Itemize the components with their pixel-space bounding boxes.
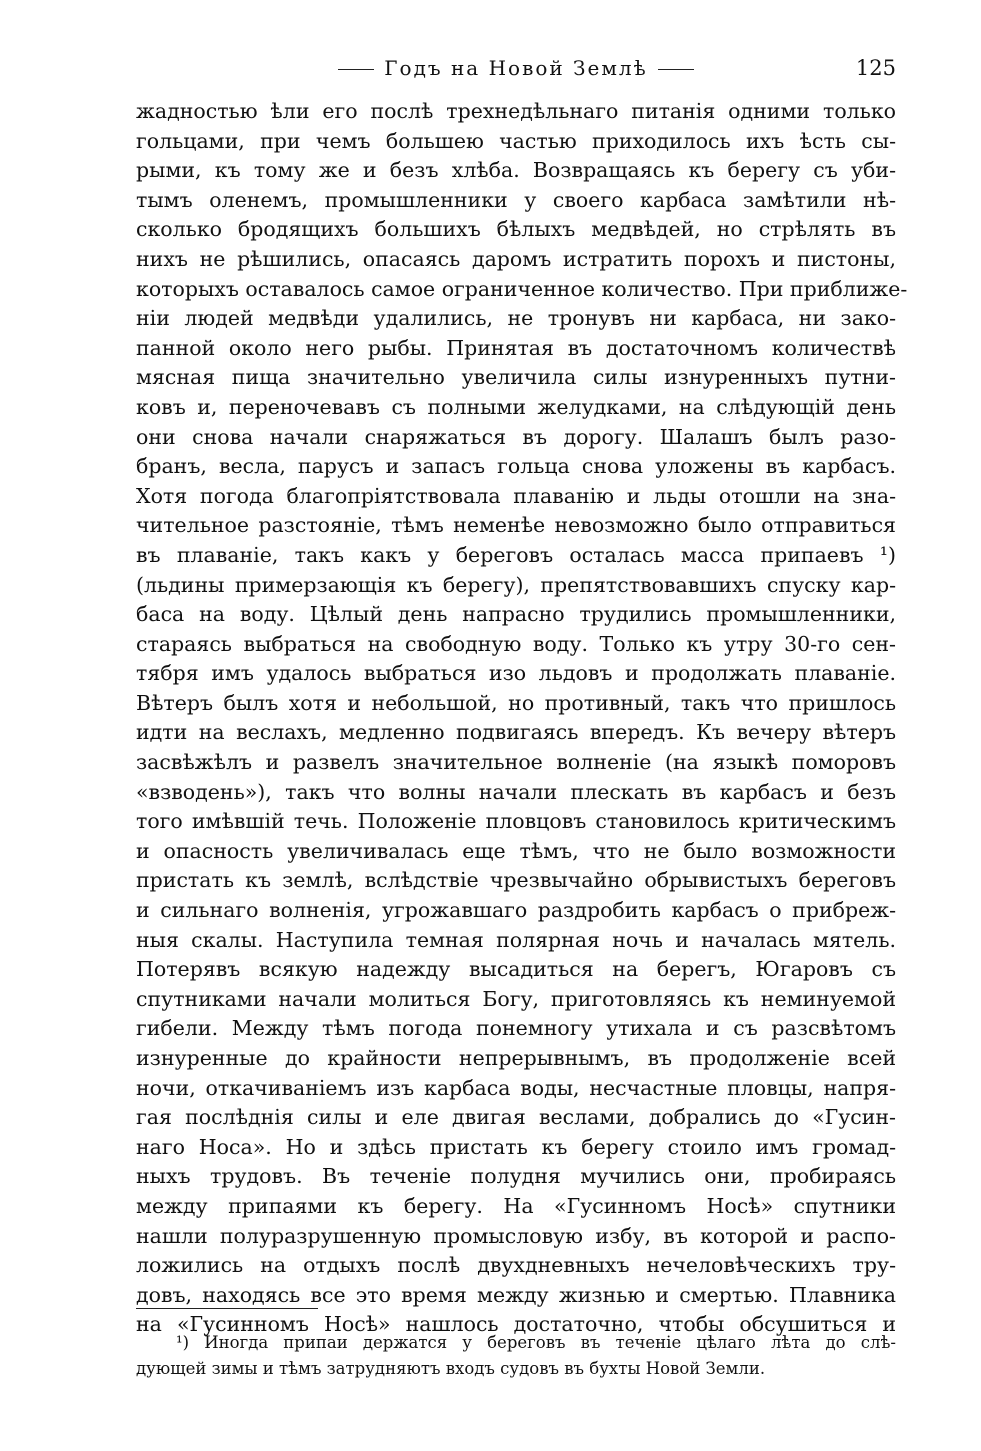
text-line: ныя скалы. Наступила темная полярная ночь и началась мятель. [136,927,896,952]
text-line: бранъ, весла, парусъ и запасъ гольца снова уложены въ карбасъ. [136,454,896,479]
text-line: пристать къ землѣ, вслѣдствіе чрезвычайно обрывистыхъ береговъ [136,868,896,893]
text-line: они снова начали снаряжаться въ дорогу. Шалашъ былъ разо- [136,424,896,449]
text-line: чительное разстояніе, тѣмъ неменѣе невозможно было отправиться [136,513,896,538]
text-line: жадностью ѣли его послѣ трехнедѣльнаго питанія одними только [136,99,896,123]
right-dash-ornament [658,69,694,70]
footnote-line: дующей зимы и тѣмъ затрудняютъ входъ судовъ въ бухты Новой Земли. [136,1359,766,1378]
text-line: того имѣвшій течь. Положеніе пловцовъ становилось критическимъ [136,809,896,834]
text-line: гая послѣднія силы и еле двигая веслами, добрались до «Гусин- [136,1105,896,1130]
text-line: которыхъ оставалось самое ограниченное количество. При приближе- [136,276,908,301]
text-line: (льдины примерзающія къ берегу), препятствовавшихъ спуску кар- [136,572,896,597]
footnote-separator [136,1308,318,1309]
text-line: ковъ и, переночевавъ съ полными желудками, на слѣдующій день [136,394,896,419]
text-line: на «Гусинномъ Носѣ» нашлось достаточно, чтобы обсушиться и [136,1312,896,1337]
running-title: Годъ на Новой Землѣ [384,56,648,80]
text-line: нашли полуразрушенную промысловую избу, въ которой и распо- [136,1223,896,1248]
text-line: ложились на отдыхъ послѣ двухдневныхъ нечеловѣческихъ тру- [136,1253,896,1278]
left-dash-ornament [338,69,374,70]
text-line: ныхъ трудовъ. Въ теченіе полудня мучились они, пробираясь [136,1164,896,1189]
text-line: стараясь выбраться на свободную воду. Только къ утру 30-го сен- [136,631,896,656]
footnotes [136,1330,896,1382]
text-line: и опасность увеличивалась еще тѣмъ, что не было возможности [136,838,896,863]
page-header [136,56,896,86]
page-number: 125 [855,56,896,80]
text-line: и сильнаго волненія, угрожавшаго раздробить карбасъ о прибреж- [136,898,896,923]
text-line: Вѣтеръ былъ хотя и небольшой, но противный, такъ что пришлось [136,690,896,715]
text-line: панной около него рыбы. Принятая въ достаточномъ количествѣ [136,335,896,360]
text-line: засвѣжѣлъ и развелъ значительное волненіе (на языкѣ поморовъ [136,750,896,775]
footnote-line: ¹) Иногда припаи держатся у береговъ въ теченіе цѣлаго лѣта до слѣ- [176,1333,896,1352]
text-line: тымъ оленемъ, промышленники у своего карбаса замѣтили нѣ- [136,187,896,212]
text-line: рыми, къ тому же и безъ хлѣба. Возвращаясь къ берегу съ уби- [136,158,896,183]
text-line: ночи, откачиваніемъ изъ карбаса воды, несчастные пловцы, напря- [136,1075,896,1100]
running-title-wrap [326,56,706,80]
text-line: тября имъ удалось выбраться изо льдовъ и продолжать плаваніе. [136,661,896,686]
text-line: довъ, находясь все это время между жизнью и смертью. Плавника [136,1282,896,1307]
text-line: «взводень»), такъ что волны начали плескать въ карбасъ и безъ [136,779,896,804]
text-line: Хотя погода благопріятствовала плаванію и льды отошли на зна- [136,483,896,508]
text-line: нихъ не рѣшились, опасаясь даромъ истратить порохъ и пистоны, [136,246,896,271]
text-line: мясная пища значительно увеличила силы изнуренныхъ путни- [136,365,896,390]
text-line: сколько бродящихъ большихъ бѣлыхъ медвѣдей, но стрѣлять въ [136,217,896,242]
text-line: идти на веслахъ, медленно подвигаясь впередъ. Къ вечеру вѣтеръ [136,720,896,745]
text-line: Потерявъ всякую надежду высадиться на берегъ, Югаровъ съ [136,957,896,982]
text-line: ніи людей медвѣди удалились, не тронувъ ни карбаса, ни зако- [136,306,896,331]
body-text [136,97,908,1340]
text-line: въ плаваніе, такъ какъ у береговъ осталась масса припаевъ ¹) [136,542,896,567]
text-line: наго Носа». Но и здѣсь пристать къ берегу стоило имъ громад- [136,1134,896,1159]
text-line: гольцами, при чемъ большею частью приходилось ихъ ѣсть сы- [136,128,896,153]
text-line: спутниками начали молиться Богу, приготовляясь къ неминуемой [136,986,896,1011]
text-line: между припаями къ берегу. На «Гусинномъ Носѣ» спутники [136,1193,896,1218]
text-line: баса на воду. Цѣлый день напрасно трудились промышленники, [136,602,896,627]
text-line: гибели. Между тѣмъ погода понемногу утихала и съ разсвѣтомъ [136,1016,896,1041]
text-line: изнуренные до крайности непрерывнымъ, въ продолженіе всей [136,1046,896,1070]
